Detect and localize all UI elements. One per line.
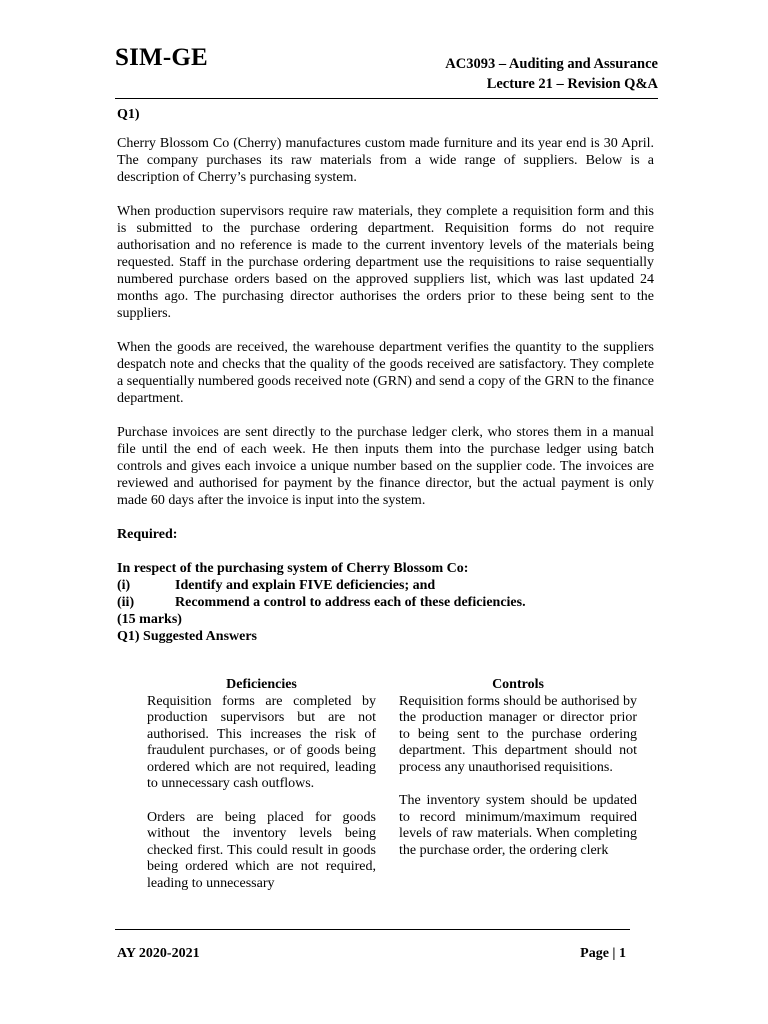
answers-title: Q1) Suggested Answers [117,629,258,644]
page-header [115,44,658,92]
question-paragraph: Cherry Blossom Co (Cherry) manufactures custom made furniture and its year end is 30 April. The company purchases its raw materials from a wide range of suppliers. Below is a description of Cherry’s purchasing system. [117,136,654,185]
page-label: Page | [580,946,619,961]
question-paragraph: When production supervisors require raw materials, they complete a requisition form and this is submitted to the purchase ordering department. Requisition forms do not require authorisation and no reference is made to the current inventory levels of the materials being requested. Staff in the purchase ordering department use the requisitions to raise sequentially numbered purchase orders based on the approved suppliers list, which was last updated 24 months ago. The purchasing director authorises the orders prior to these being sent to the suppliers. [117,204,654,321]
deficiencies-column [147,677,376,892]
deficiencies-header: Deficiencies [226,677,297,692]
control-cell: The inventory system should be updated to record minimum/maximum required levels of raw materials. When completing the purchase order, the ordering clerk [399,793,637,858]
required-label: Required: [117,527,178,542]
page-indicator [580,946,626,962]
question-label: Q1) [117,107,140,122]
control-cell: Requisition forms should be authorised by the production manager or director prior to being sent to the purchase ordering department. This department should not process any unauthorised requisitions. [399,693,637,775]
question-paragraph: Purchase invoices are sent directly to the purchase ledger clerk, who stores them in a manual file until the end of each week. He then inputs them into the purchase ledger using batch controls and gives each invoice a unique number based on the supplier code. The invoices are reviewed and authorised for payment by the finance director, but the actual payment is only made 60 days after the invoice is input into the system. [117,425,654,508]
document-body [117,106,654,645]
marks-label: (15 marks) [117,612,182,627]
deficiency-cell: Orders are being placed for goods without the inventory levels being checked first. This could result in goods being ordered which are not required, leading to unnecessary [147,809,376,891]
deficiency-cell: Requisition forms are completed by production supervisors but are not authorised. This increases the risk of fraudulent purchases, or of goods being ordered which are not required, leading to unnecessary cash outflows. [147,693,376,791]
course-info [445,54,658,94]
question-paragraph: When the goods are received, the warehouse department verifies the quantity to the suppliers despatch note and checks that the quality of the goods received are satisfactory. They complete a sequentially numbered goods received note (GRN) and send a copy of the GRN to the finance department. [117,340,654,406]
page-number: 1 [619,946,626,961]
controls-column [399,677,637,859]
header-divider [115,98,658,99]
requirement-number: (i) [117,578,131,593]
requirement-item [117,594,654,611]
requirement-text: Recommend a control to address each of these deficiencies. [175,595,526,610]
requirement-text: Identify and explain FIVE deficiencies; and [175,578,436,593]
required-intro: In respect of the purchasing system of Cherry Blossom Co: [117,561,469,576]
controls-header: Controls [492,677,544,692]
course-title: AC3093 – Auditing and Assurance [445,56,658,72]
footer-divider [115,929,630,930]
brand-title: SIM-GE [115,44,208,71]
requirement-number: (ii) [117,595,135,610]
academic-year: AY 2020-2021 [117,946,200,961]
requirement-item [117,577,654,594]
lecture-title: Lecture 21 – Revision Q&A [486,76,658,92]
